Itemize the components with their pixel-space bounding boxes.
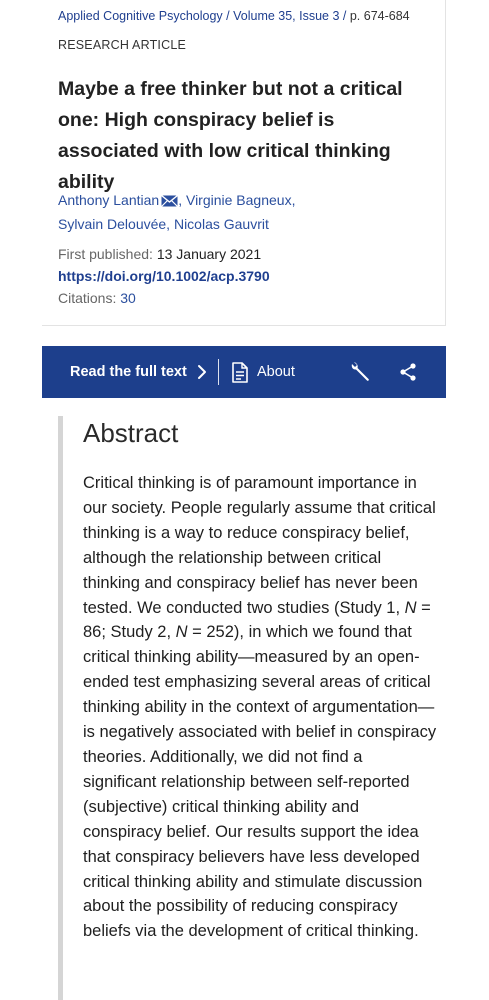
breadcrumb-separator: / (222, 9, 234, 23)
page-range: p. 674-684 (349, 9, 410, 23)
issue-link[interactable]: Volume 35, Issue 3 (233, 9, 340, 23)
author-link[interactable]: Nicolas Gauvrit (173, 216, 269, 232)
journal-link[interactable]: Applied Cognitive Psychology (58, 9, 223, 23)
sample-size-symbol: N (404, 598, 417, 617)
author-separator: , (166, 216, 174, 232)
article-title: Maybe a free thinker but not a critical one: High conspiracy belief is associated with low critical thinking ability (58, 78, 403, 193)
read-full-text-button[interactable]: Read the full text (70, 364, 187, 380)
abstract-heading: Abstract (83, 418, 179, 448)
about-button[interactable]: About (257, 364, 295, 380)
citations-count[interactable]: 30 (120, 290, 136, 306)
abstract-accent-bar (58, 416, 63, 1000)
toolbar-divider (218, 359, 219, 385)
chevron-right-icon[interactable] (197, 364, 207, 385)
journal-breadcrumb (58, 9, 438, 23)
wrench-icon[interactable] (350, 360, 372, 387)
author-link[interactable]: Anthony Lantian (58, 192, 160, 208)
document-icon[interactable] (231, 362, 249, 388)
first-published-date: 13 January 2021 (156, 246, 262, 262)
doi-link[interactable]: https://doi.org/10.1002/acp.3790 (58, 268, 270, 284)
author-list (58, 189, 438, 235)
author-link[interactable]: Sylvain Delouvée (58, 216, 167, 232)
breadcrumb-separator: / (339, 9, 350, 23)
article-toolbar (42, 346, 446, 398)
article-type-label: RESEARCH ARTICLE (58, 38, 187, 52)
sample-size-symbol: N (175, 623, 188, 642)
share-icon[interactable] (398, 362, 418, 387)
citations-label: Citations: (58, 290, 117, 306)
citations-row (58, 287, 438, 309)
author-separator: , (178, 192, 186, 208)
first-published-row (58, 243, 438, 265)
first-published-label: First published: (58, 246, 153, 262)
email-icon[interactable] (161, 191, 178, 213)
author-separator: , (291, 192, 296, 208)
publication-meta (58, 243, 438, 309)
author-link[interactable]: Virginie Bagneux (185, 192, 292, 208)
abstract-text: Critical thinking is of paramount importance in our society. People regularly assume that critical thinking is a way to reduce conspiracy belief, although the relationship between critical thinking and conspiracy belief has never been tested. We conducted two studies (Study 1, N = 86; Study 2, N = 252), in which we found that critical thinking ability—measured by an open-ended test emphasizing several areas of critical thinking ability in the context of argumentation—is negatively associated with belief in conspiracy theories. Additionally, we did not find a significant relationship between self-reported (subjective) critical thinking ability and conspiracy belief. Our results support the idea that conspiracy believers have less developed critical thinking ability and stimulate discussion about the possibility of reducing conspiracy beliefs via the development of critical thinking. (83, 474, 437, 941)
